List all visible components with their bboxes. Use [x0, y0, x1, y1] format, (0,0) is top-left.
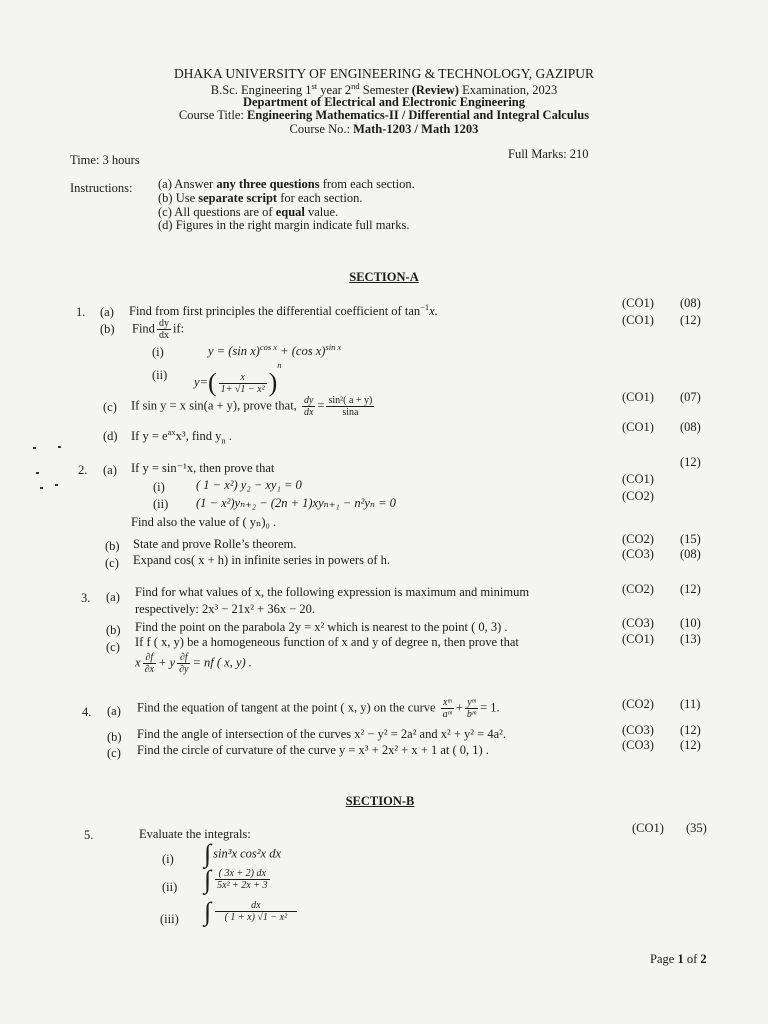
q1c-co: (CO1): [622, 390, 654, 404]
instruction-d: (d) Figures in the right margin indicate full marks.: [158, 218, 410, 232]
q2a-find: Find also the value of ( yₙ)₀ .: [131, 515, 277, 529]
full-marks: Full Marks: 210: [508, 147, 589, 161]
q2a-marks: (12): [680, 455, 701, 469]
scan-speck: [55, 484, 58, 486]
q1b-ii-lhs: y=: [194, 375, 208, 389]
q3c-marks: (13): [680, 632, 701, 646]
q1b-ii-lparen: (: [207, 368, 217, 398]
page-current: 1: [677, 952, 684, 966]
q3c-x: x: [135, 655, 141, 670]
q4c-co: (CO3): [622, 738, 654, 752]
q2a-ii-expr: (1 − x²)yₙ₊₂ − (2n + 1)xyₙ₊₁ − n²yₙ = 0: [196, 496, 396, 510]
q2a-text: If y = sin⁻¹x, then prove that: [131, 461, 275, 475]
university-name: DHAKA UNIVERSITY OF ENGINEERING & TECHNOLOGY, GAZIPUR: [173, 66, 595, 81]
q1c-rhs-fraction: [326, 395, 374, 418]
q1c-main: If sin y = x sin(a + y), prove that,: [131, 398, 297, 413]
q2b-label: (b): [105, 539, 120, 553]
q1b-num: dy: [158, 318, 169, 329]
course-no-value: Math-1203 / Math 1203: [353, 122, 479, 136]
q2c-marks: (08): [680, 547, 701, 561]
q2c-label: (c): [105, 556, 119, 570]
q5-text: Evaluate the integrals:: [139, 827, 251, 841]
department: Department of Electrical and Electronic Engineering: [242, 95, 525, 109]
q5-iii-label: (iii): [160, 912, 179, 926]
q1d-mid: x³, find y: [175, 429, 222, 444]
q4a-marks: (11): [680, 697, 701, 711]
course-title: [0, 108, 768, 123]
q2b-co: (CO2): [622, 532, 654, 546]
q5-iii-fraction: [215, 900, 296, 923]
q5-ii-num: ( 3x + 2) dx: [215, 868, 269, 880]
q1a-co: (CO1): [622, 296, 654, 310]
q2b-text: State and prove Rolle’s theorem.: [133, 537, 297, 551]
q1b-i-mid: + (cos x): [277, 344, 326, 359]
q3b-marks: (10): [680, 616, 701, 630]
q4a-co: (CO2): [622, 697, 654, 711]
q3-number: 3.: [81, 591, 91, 605]
q1a-main: Find from first principles the differential coefficient of tan: [129, 304, 421, 319]
q2a-i-co: (CO1): [622, 472, 654, 486]
q1d-end: .: [225, 429, 232, 444]
q1b-i-base: y = (sin x): [208, 344, 260, 359]
q1c-rnum: sin²( a + y): [328, 395, 373, 406]
q1c-label: (c): [103, 400, 117, 414]
exam-st: st: [311, 81, 318, 91]
page-pre: Page: [650, 952, 678, 966]
course-no: [0, 122, 768, 137]
q5-ii-expr: [204, 864, 272, 894]
scan-speck: [58, 446, 61, 448]
scan-speck: [33, 447, 36, 449]
instruction-a-pre: (a) Answer: [158, 177, 217, 191]
q3a-marks: (12): [680, 582, 701, 596]
q1d-sub: n: [221, 435, 226, 446]
q2a-ii-co: (CO2): [622, 489, 654, 503]
q3b-label: (b): [106, 623, 121, 637]
q3c-frac1: [143, 652, 156, 675]
exam-time: Time: 3 hours: [70, 153, 140, 167]
q1c-marks: (07): [680, 390, 701, 404]
page-number: [650, 952, 707, 967]
q5-number: 5.: [84, 828, 94, 842]
q4c-marks: (12): [680, 738, 701, 752]
q4c-text: Find the circle of curvature of the curve y = x³ + 2x² + x + 1 at ( 0, 1) .: [137, 743, 489, 757]
q1c-num: dy: [303, 395, 314, 406]
q4a-d1: aᵐ: [442, 709, 452, 720]
q1c-lhs-fraction: [302, 395, 315, 418]
page-total: 2: [700, 952, 707, 966]
q1c-den: dx: [303, 407, 314, 418]
q2a-i-expr: ( 1 − x²) y₂ − xy₁ = 0: [196, 478, 302, 492]
exam-mid2: Semester: [359, 83, 412, 98]
instruction-b-pre: (b) Use: [158, 191, 199, 205]
q4b-marks: (12): [680, 723, 701, 737]
q4a-d2: bᵐ: [466, 709, 477, 720]
q5-iii-den: ( 1 + x) √1 − x²: [224, 912, 288, 923]
q1b-ii-label: (ii): [152, 368, 168, 382]
q3c-den2: ∂y: [179, 664, 189, 675]
q1b-text: [132, 318, 184, 341]
q2c-co: (CO3): [622, 547, 654, 561]
q4a-plus: +: [455, 700, 463, 715]
q1a-marks: (08): [680, 296, 701, 310]
exam-nd: nd: [351, 81, 360, 91]
q1b-ii-expr: [194, 360, 282, 398]
q4a-label: (a): [107, 704, 121, 718]
instruction-a: [158, 177, 415, 192]
course-no-label: Course No.:: [289, 122, 354, 136]
q1d-marks: (08): [680, 420, 701, 434]
scan-speck: [36, 472, 39, 474]
scan-speck: [40, 487, 43, 489]
q5-co: (CO1): [632, 821, 664, 835]
q3c-num2: ∂f: [177, 652, 190, 664]
q2-number: 2.: [78, 463, 88, 477]
q5-i-expr: [204, 839, 282, 868]
q4a-eq: = 1.: [480, 700, 500, 715]
instruction-c-bold: equal: [275, 205, 305, 219]
q4a-frac1: [441, 697, 454, 720]
course-title-value: Engineering Mathematics-II / Differential and Integral Calculus: [246, 108, 590, 122]
exam-suffix: Examination, 2023: [458, 83, 558, 98]
q1b-if: if:: [172, 321, 185, 336]
q3b-text: Find the point on the parabola 2y = x² which is nearest to the point ( 0, 3) .: [135, 620, 508, 634]
q3c-plus: + y: [157, 655, 176, 670]
q1b-ii-fraction: [219, 372, 267, 395]
q1b-find: Find: [132, 321, 155, 336]
q1-number: 1.: [76, 305, 86, 319]
q4a-main: Find the equation of tangent at the point ( x, y) on the curve: [137, 700, 436, 715]
q4b-co: (CO3): [622, 723, 654, 737]
q1b-label: (b): [100, 322, 115, 336]
q4b-text: Find the angle of intersection of the curves x² − y² = 2a² and x² + y² = 4a².: [137, 727, 507, 741]
q3c-num1: ∂f: [143, 652, 156, 664]
q3c-formula: [135, 652, 252, 675]
q1b-i-exp2: sin x: [325, 342, 342, 352]
q1d-text: [131, 427, 232, 446]
q1b-ii-num: x: [219, 372, 267, 384]
q1d-sup: ax: [167, 427, 176, 437]
q1b-i-expr: [208, 342, 341, 359]
section-b-heading: SECTION-B: [345, 794, 415, 808]
q1b-i-label: (i): [152, 345, 164, 359]
q5-marks: (35): [686, 821, 707, 835]
integral-sign: ∫: [204, 839, 212, 868]
instruction-a-post: from each section.: [319, 177, 415, 191]
instruction-c-pre: (c) All questions are of: [158, 205, 276, 219]
q1a-var: x.: [429, 304, 438, 319]
q1a-sup: −1: [420, 302, 430, 312]
q4a-frac2: [465, 697, 478, 720]
q5-iii-num: dx: [215, 900, 296, 912]
instruction-b: [158, 191, 362, 206]
q1b-fraction: [157, 318, 171, 341]
q3c-rhs: = nf ( x, y) .: [192, 655, 252, 670]
page-mid: of: [683, 952, 701, 966]
instructions-label: Instructions:: [70, 181, 133, 195]
instruction-c-post: value.: [304, 205, 339, 219]
q1b-co: (CO1): [622, 313, 654, 327]
q1c-rden: sina: [342, 407, 359, 418]
q3a-text2: respectively: 2x³ − 21x² + 36x − 20.: [135, 602, 316, 616]
integral-sign: ∫: [204, 896, 212, 926]
q1a-label: (a): [100, 305, 114, 319]
q3a-co: (CO2): [622, 582, 654, 596]
q4-number: 4.: [82, 705, 92, 719]
q5-i-label: (i): [162, 852, 174, 866]
q5-iii-expr: [204, 896, 299, 926]
q2a-ii-label: (ii): [153, 497, 169, 511]
q1b-den: dx: [158, 330, 169, 341]
q1c-text: [131, 395, 376, 418]
q1d-label: (d): [103, 429, 118, 443]
q4a-n2: yᵐ: [465, 697, 478, 709]
instruction-b-post: for each section.: [277, 191, 363, 205]
integral-sign: ∫: [204, 864, 212, 894]
exam-mid: year 2: [317, 83, 352, 98]
q1d-co: (CO1): [622, 420, 654, 434]
q3c-frac2: [177, 652, 190, 675]
q2a-i-label: (i): [153, 480, 165, 494]
q5-ii-den: 5x² + 2x + 3: [217, 880, 268, 891]
course-title-label: Course Title:: [178, 108, 247, 122]
q2a-label: (a): [103, 463, 117, 477]
q2b-marks: (15): [680, 532, 701, 546]
instruction-a-bold: any three questions: [216, 177, 320, 191]
q3c-co: (CO1): [622, 632, 654, 646]
q1b-ii-den: 1+ √1 − x²: [220, 383, 265, 395]
q2c-text: Expand cos( x + h) in infinite series in powers of h.: [133, 553, 390, 567]
q1b-i-exp1: cos x: [259, 342, 278, 352]
q3a-label: (a): [106, 590, 120, 604]
section-a-heading: SECTION-A: [349, 270, 419, 284]
q1b-marks: (12): [680, 313, 701, 327]
q5-i-integrand: sin³x cos²x dx: [213, 846, 282, 861]
q3a-text: Find for what values of x, the following expression is maximum and minimum: [135, 585, 530, 599]
exam-review: (Review): [411, 83, 459, 98]
q3c-label: (c): [106, 640, 120, 654]
q4b-label: (b): [107, 730, 122, 744]
exam-prefix: B.Sc. Engineering 1: [210, 83, 312, 98]
q3c-text: If f ( x, y) be a homogeneous function of x and y of degree n, then prove that: [135, 635, 519, 649]
q1b-ii-rparen: ): [268, 368, 278, 398]
q4a-n1: xᵐ: [441, 697, 454, 709]
q4c-label: (c): [107, 746, 121, 760]
q5-ii-fraction: [215, 868, 269, 891]
q1b-ii-exp: n: [277, 360, 282, 370]
q1d-main: If y = e: [131, 429, 168, 444]
q3b-co: (CO3): [622, 616, 654, 630]
instruction-b-bold: separate script: [198, 191, 278, 205]
q1a-text: [129, 302, 438, 319]
q5-ii-label: (ii): [162, 880, 178, 894]
q4a-text: [137, 697, 500, 720]
q1c-eq: =: [317, 398, 325, 413]
q3c-den1: ∂x: [144, 664, 154, 675]
